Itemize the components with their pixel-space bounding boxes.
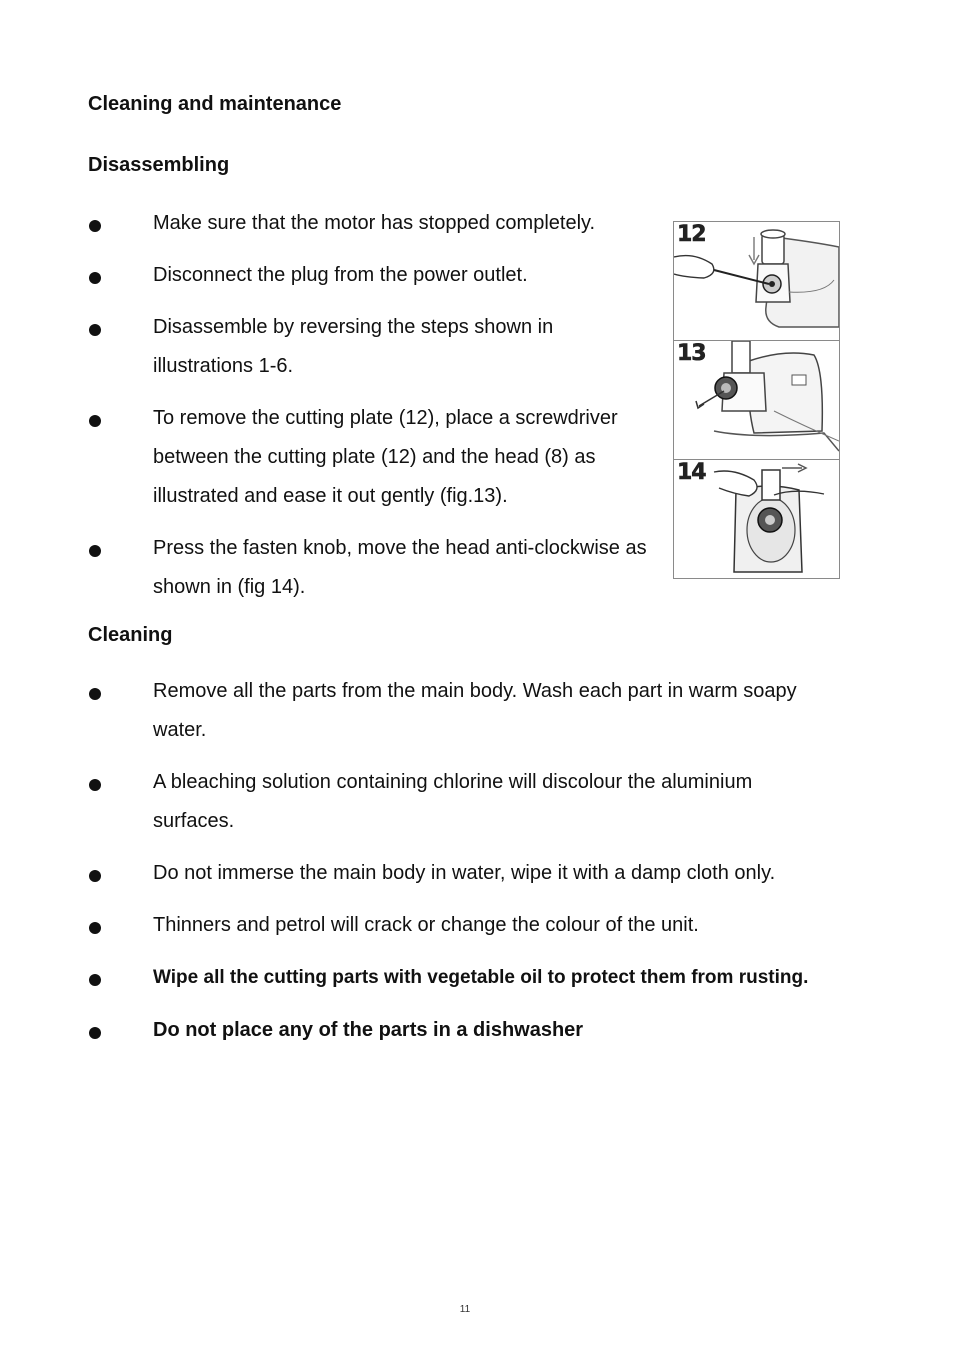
- list-item-text: To remove the cutting plate (12), place a screwdriver between the cutting plate (12) and the head (8) as illustrated and ease it out gently (fig.13).: [153, 407, 618, 507]
- figure-12-label: 12: [677, 222, 706, 247]
- list-item: [88, 862, 776, 884]
- figure-12-panel: [674, 222, 839, 341]
- list-item: [88, 914, 699, 936]
- cleaning-heading: Cleaning: [88, 624, 173, 646]
- list-item-text: Do not immerse the main body in water, wipe it with a damp cloth only.: [153, 862, 776, 884]
- list-item: [88, 966, 809, 988]
- list-item-text: Do not place any of the parts in a dishwasher: [153, 1019, 584, 1041]
- bullet-icon: [89, 220, 101, 232]
- bullet-icon: [89, 688, 101, 700]
- list-item: [88, 771, 753, 832]
- bullet-icon: [89, 1027, 101, 1039]
- list-item: [88, 407, 618, 507]
- list-item: [88, 316, 554, 377]
- list-item-text: Disconnect the plug from the power outlet.: [153, 264, 528, 286]
- list-item-text: A bleaching solution containing chlorine will discolour the aluminium surfaces.: [153, 771, 753, 832]
- list-item: [88, 264, 528, 286]
- list-item-text: Make sure that the motor has stopped completely.: [153, 212, 596, 234]
- bullet-icon: [89, 779, 101, 791]
- bullet-icon: [89, 324, 101, 336]
- list-item: [88, 680, 797, 741]
- figure-14-panel: [674, 460, 839, 578]
- disassembling-heading: Disassembling: [88, 154, 230, 176]
- list-item: [88, 212, 596, 234]
- list-item: [88, 537, 647, 598]
- list-item-text: Disassemble by reversing the steps shown in illustrations 1-6.: [153, 316, 554, 377]
- disassembly-illustration: [673, 221, 840, 579]
- page-number: 11: [459, 1304, 471, 1315]
- bullet-icon: [89, 922, 101, 934]
- section-title: Cleaning and maintenance: [88, 93, 342, 115]
- figure-13-panel: [674, 341, 839, 460]
- figure-13-label: 13: [677, 341, 706, 366]
- list-item-text: Press the fasten knob, move the head anti-clockwise as shown in (fig 14).: [153, 537, 647, 598]
- bullet-icon: [89, 415, 101, 427]
- list-item-text: Thinners and petrol will crack or change the colour of the unit.: [153, 914, 699, 936]
- bullet-icon: [89, 870, 101, 882]
- figure-14-label: 14: [677, 460, 706, 485]
- bullet-icon: [89, 545, 101, 557]
- list-item-text: Remove all the parts from the main body. Wash each part in warm soapy water.: [153, 680, 797, 741]
- list-item: [88, 1019, 584, 1041]
- bullet-icon: [89, 272, 101, 284]
- bullet-icon: [89, 974, 101, 986]
- list-item-text: Wipe all the cutting parts with vegetable oil to protect them from rusting.: [153, 967, 809, 988]
